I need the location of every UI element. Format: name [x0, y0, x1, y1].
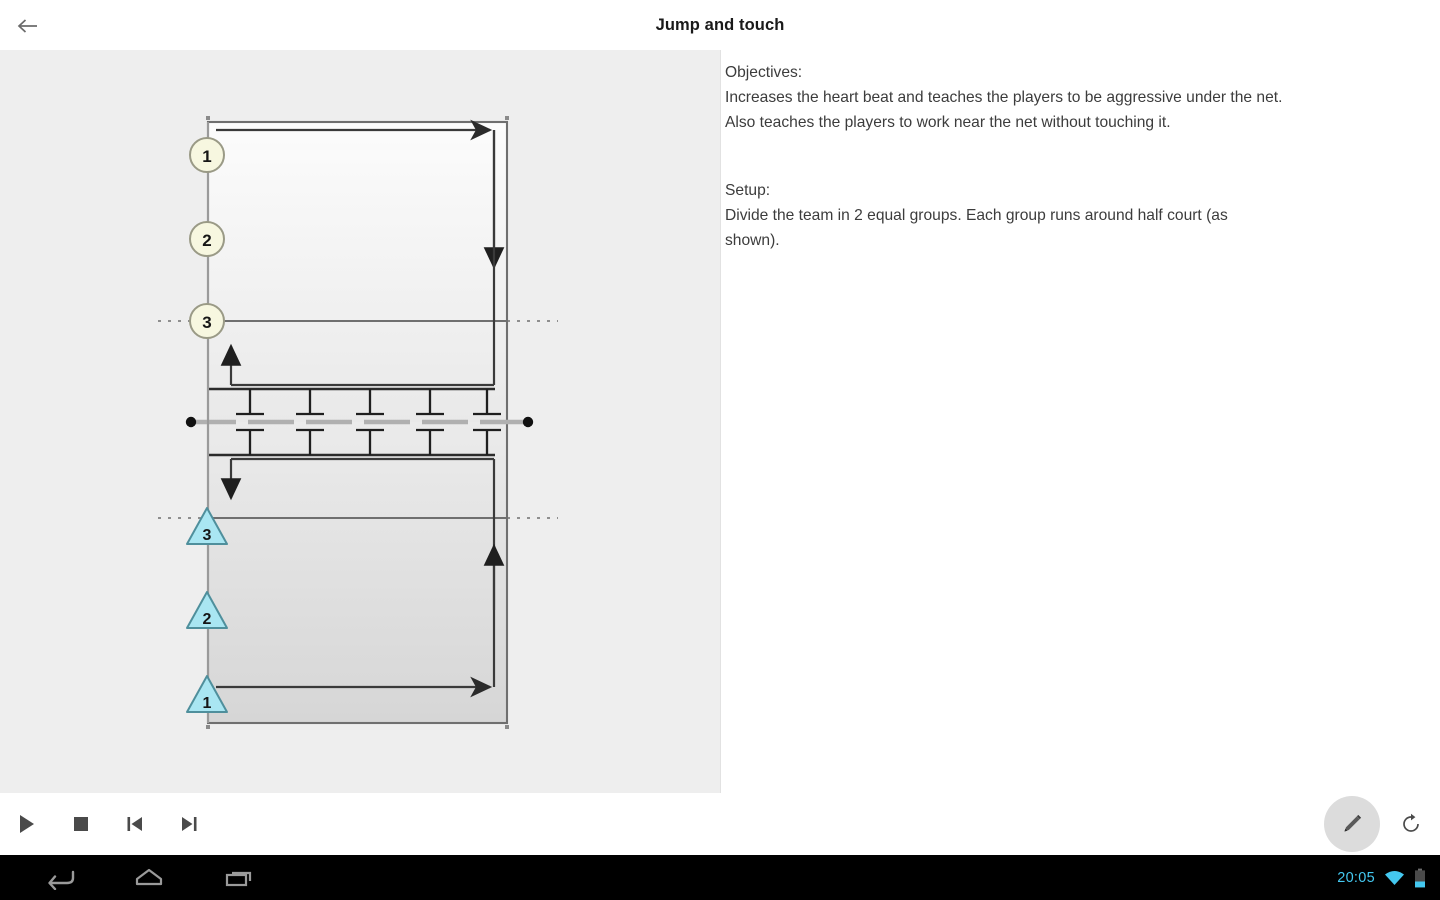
volleyball-court-diagram: [0, 50, 721, 793]
objectives-line-1: Increases the heart beat and teaches the players to be aggressive under the net.: [725, 89, 1283, 106]
status-area: [1337, 855, 1426, 900]
stop-button[interactable]: [54, 797, 108, 851]
android-back-button[interactable]: [14, 855, 104, 900]
description-panel: [721, 50, 1440, 793]
svg-text:2: 2: [202, 231, 212, 250]
circle-player-2[interactable]: [190, 222, 224, 256]
setup-line-2: shown).: [725, 232, 780, 249]
android-recents-button[interactable]: [194, 855, 284, 900]
previous-button[interactable]: [108, 797, 162, 851]
circle-player-3[interactable]: [190, 304, 224, 338]
android-home-icon: [132, 866, 166, 890]
android-navigation-bar: [0, 855, 1440, 900]
circle-players: [190, 138, 224, 338]
court-diagram-panel[interactable]: [0, 50, 721, 793]
title-bar: [0, 0, 1440, 50]
edit-button[interactable]: [1324, 796, 1380, 852]
svg-text:2: 2: [202, 611, 212, 628]
objectives-block: [725, 60, 1426, 135]
next-button[interactable]: [162, 797, 216, 851]
setup-block: [725, 178, 1426, 253]
svg-text:1: 1: [202, 695, 212, 712]
objectives-heading: Objectives:: [725, 64, 803, 81]
svg-text:1: 1: [202, 147, 212, 166]
rotate-button[interactable]: [1390, 801, 1432, 847]
play-button[interactable]: [0, 797, 54, 851]
pencil-icon: [1339, 811, 1365, 837]
svg-text:3: 3: [202, 313, 212, 332]
objectives-line-2: Also teaches the players to work near the net without touching it.: [725, 114, 1171, 131]
rotate-icon: [1400, 813, 1422, 835]
page-title: Jump and touch: [655, 15, 785, 34]
android-home-button[interactable]: [104, 855, 194, 900]
svg-text:3: 3: [202, 527, 212, 544]
android-back-icon: [42, 866, 76, 890]
playback-controls: [0, 793, 216, 855]
stop-icon: [71, 814, 91, 834]
section-spacer: [725, 135, 1426, 178]
toolbar-actions: [1324, 793, 1432, 855]
android-nav-buttons: [14, 855, 284, 900]
skip-next-icon: [179, 814, 199, 834]
circle-player-1[interactable]: [190, 138, 224, 172]
setup-heading: Setup:: [725, 182, 771, 199]
wifi-icon: [1384, 869, 1405, 886]
playback-toolbar: [0, 793, 1440, 855]
battery-icon: [1414, 868, 1426, 888]
skip-previous-icon: [125, 814, 145, 834]
android-recents-icon: [222, 866, 256, 890]
status-clock: 20:05: [1337, 869, 1375, 886]
setup-line-1: Divide the team in 2 equal groups. Each group runs around half court (as: [725, 207, 1228, 224]
play-icon: [17, 814, 37, 834]
